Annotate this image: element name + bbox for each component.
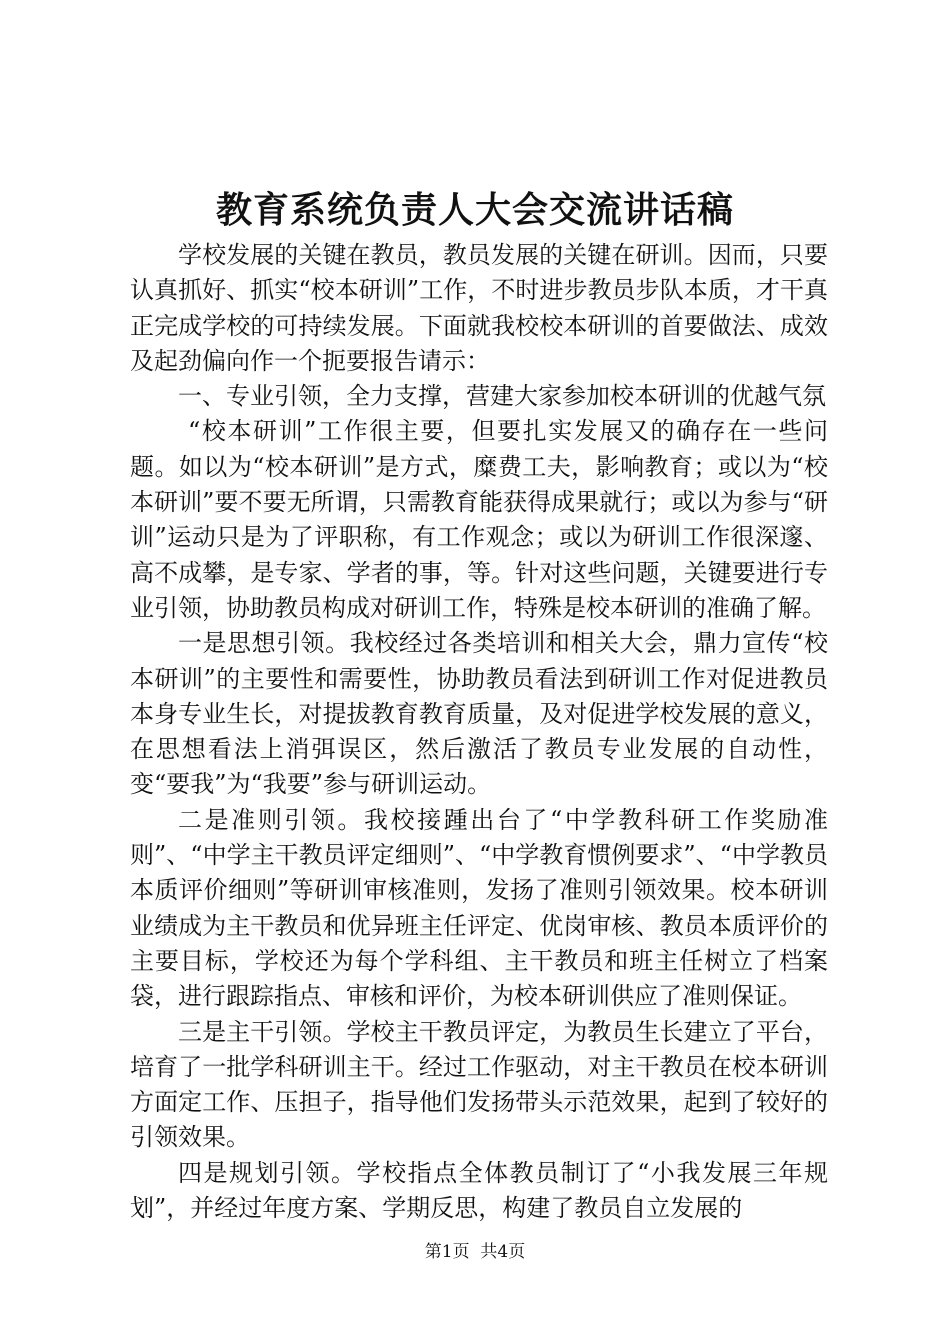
section-heading-1: 一、专业引领，全力支撑，营建大家参加校本研训的优越气氛 — [178, 382, 826, 411]
paragraph-thought-guidance: 一是思想引领。我校经过各类培训和相关大会，鼎力宣传“校本研训”的主要性和需要性，协助教员看法到研训工作对促进教员本身专业生长，对提拔教育教育质量，及对促进学校发展的意义，在思想看法上消弭误区，然后激活了教员专业发展的自动性，变“要我”为“我要”参与研训运动。 — [130, 629, 828, 799]
page-number: 第1页 — [424, 1242, 470, 1262]
document-body — [130, 238, 828, 1226]
page-total: 共4页 — [480, 1242, 526, 1262]
page-title: 教育系统负责人大会交流讲话稿 — [215, 189, 734, 231]
paragraph-planning-guidance: 四是规划引领。学校指点全体教员制订了“小我发展三年规划”，并经过年度方案、学期反思，构建了教员自立发展的 — [130, 1158, 828, 1223]
paragraph-backbone-guidance: 三是主干引领。学校主干教员评定，为教员生长建立了平台，培育了一批学科研训主干。经过工作驱动，对主干教员在校本研训方面定工作、压担子，指导他们发扬带头示范效果，起到了较好的引领效果。 — [130, 1017, 828, 1152]
paragraph-intro: 学校发展的关键在教员，教员发展的关键在研训。因而，只要认真抓好、抓实“校本研训”工作，不时进步教员步队本质，才干真正完成学校的可持续发展。下面就我校校本研训的首要做法、成效及起劲偏向作一个扼要报告请示： — [130, 241, 828, 375]
paragraph-rule-guidance: 二是准则引领。我校接踵出台了“中学教科研工作奖励准则”、“中学主干教员评定细则”、“中学教育惯例要求”、“中学教员本质评价细则”等研训审核准则，发扬了准则引领效果。校本研训业绩成为主干教员和优异班主任评定、优岗审核、教员本质评价的主要目标，学校还为每个学科组、主干教员和班主任树立了档案袋，进行跟踪指点、审核和评价，为校本研训供应了准则保证。 — [130, 805, 828, 1011]
page-footer — [0, 1240, 950, 1264]
paragraph-problems: “校本研训”工作很主要，但要扎实发展又的确存在一些问题。如以为“校本研训”是方式，糜费工夫，影响教育；或以为“校本研训”要不要无所谓，只需教育能获得成果就行；或以为参与“研训”运动只是为了评职称，有工作观念；或以为研训工作很深邃、高不成攀，是专家、学者的事，等。针对这些问题，关键要进行专业引领，协助教员构成对研训工作，特殊是校本研训的准确了解。 — [130, 417, 828, 622]
